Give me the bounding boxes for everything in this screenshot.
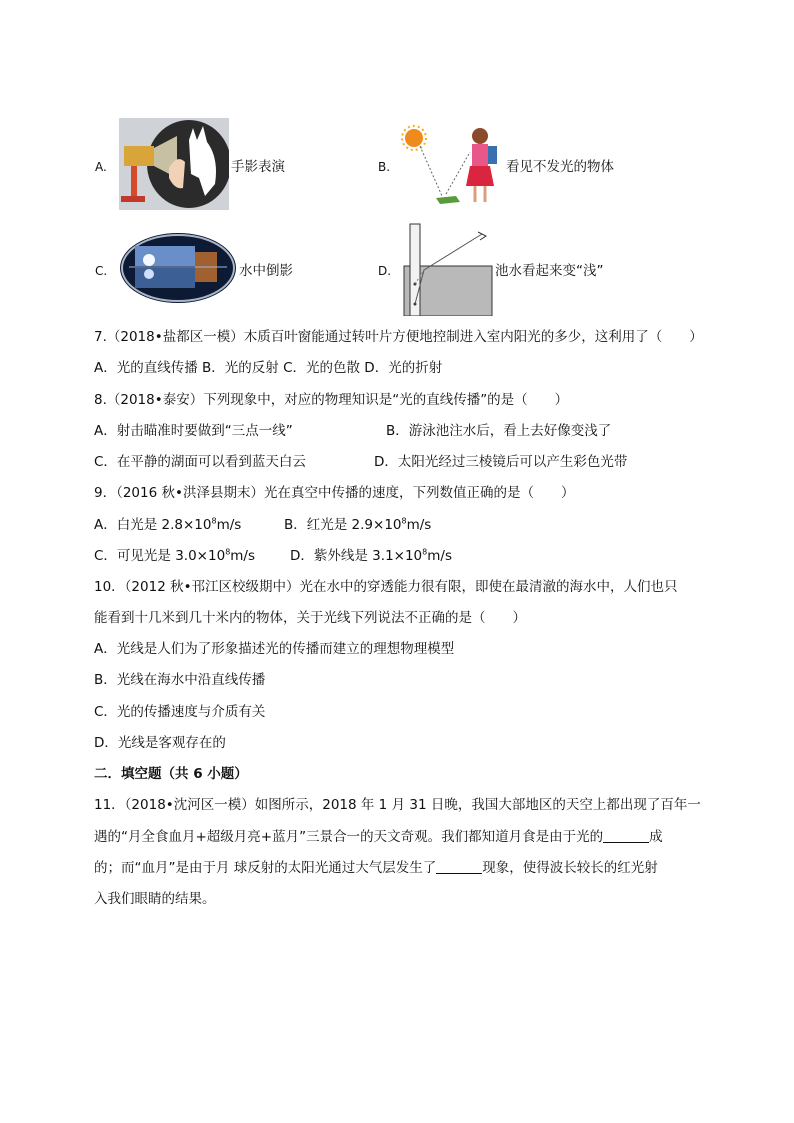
- option-c-label: 水中倒影: [239, 263, 293, 279]
- q10-option-c: C．光的传播速度与介质有关: [94, 704, 266, 720]
- q11-line2: 遇的“月全食血月+超级月亮+蓝月”三景合一的天文奇观。我们都知道月食是由于光的 成: [94, 829, 663, 845]
- q10-option-a: A．光线是人们为了形象描述光的传播而建立的理想物理模型: [94, 641, 455, 657]
- q9-stem: 9．（2016 秋•洪泽县期末）光在真空中传播的速度，下列数值正确的是（ ）: [94, 485, 575, 501]
- option-b-letter: B.: [378, 160, 391, 174]
- q8-stem: 8.（2018•泰安）下列现象中，对应的物理知识是“光的直线传播”的是（ ）: [94, 392, 569, 408]
- q8-option-a: A．射击瞄准时要做到“三点一线”: [94, 423, 293, 439]
- q10-option-d: D．光线是客观存在的: [94, 735, 226, 751]
- q8-option-b: B．游泳池注水后，看上去好像变浅了: [386, 423, 612, 439]
- option-c-letter: C.: [95, 264, 108, 278]
- q9-option-b: B．红光是 $2.9\times 10^8m/s$: [284, 516, 432, 533]
- q11-line1: 11．（2018•沈河区一模）如图所示，2018 年 1 月 31 日晚，我国大部地区的天空上都出现了百年一: [94, 797, 701, 813]
- water-reflection-figure: [119, 232, 237, 304]
- q10-stem-line1: 10．（2012 秋•邗江区校级期中）光在水中的穿透能力很有限，即使在最清澈的海水中，人们也只: [94, 579, 678, 595]
- q7-options: A．光的直线传播 B．光的反射 C．光的色散 D．光的折射: [94, 360, 443, 376]
- q9-option-c: C．可见光是 $3.0\times 10^8m/s$: [94, 547, 256, 564]
- option-b-label: 看见不发光的物体: [506, 159, 614, 175]
- pool-shallow-figure: [402, 222, 494, 316]
- q11-blank-2[interactable]: [436, 859, 482, 874]
- q10-stem-line2: 能看到十几米到几十米内的物体，关于光线下列说法不正确的是（ ）: [94, 610, 526, 626]
- q11-blank-1[interactable]: [603, 828, 649, 843]
- q11-line4: 入我们眼睛的结果。: [94, 891, 216, 907]
- section-title: 二．填空题（共 6 小题）: [94, 766, 248, 782]
- option-d-letter: D.: [378, 264, 392, 278]
- q8-option-d: D．太阳光经过三棱镜后可以产生彩色光带: [374, 454, 628, 470]
- q10-option-b: B．光线在海水中沿直线传播: [94, 672, 266, 688]
- option-a-label: 手影表演: [231, 159, 285, 175]
- q11-line3: 的；而“血月”是由于月 球反射的太阳光通过大气层发生了 现象，使得波长较长的红光射: [94, 860, 658, 876]
- q8-option-c: C．在平静的湖面可以看到蓝天白云: [94, 454, 306, 470]
- option-d-label: 池水看起来变“浅”: [495, 263, 604, 279]
- hand-shadow-figure: [119, 118, 229, 210]
- see-object-figure: [400, 122, 506, 208]
- q9-option-d: D．紫外线是 $3.1\times 10^8m/s$: [290, 547, 452, 564]
- q9-option-a: A．白光是 $2.8\times 10^8m/s$: [94, 516, 242, 533]
- q7-stem: 7.（2018•盐都区一模）木质百叶窗能通过转叶片方便地控制进入室内阳光的多少，这利用了（ ）: [94, 329, 703, 345]
- option-a-letter: A.: [95, 160, 107, 174]
